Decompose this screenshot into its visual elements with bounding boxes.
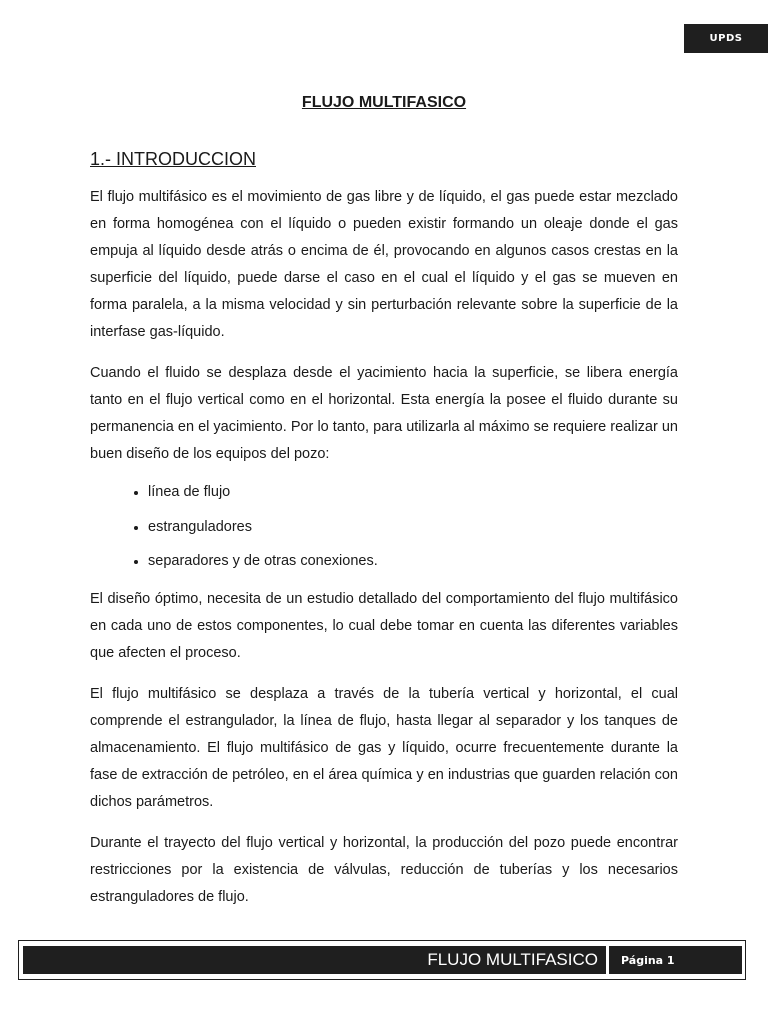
document-title: FLUJO MULTIFASICO — [301, 94, 467, 111]
paragraph: Cuando el fluido se desplaza desde el yacimiento hacia la superficie, se libera energía tanto en el flujo vertical como en el horizontal. Esta energía la posee el fluido durante su permanencia en el yacimiento. Por lo tanto, para utilizarla al máximo se requiere realizar un buen diseño de los equipos del pozo: — [90, 365, 678, 462]
page-number: Página 1 — [609, 946, 742, 974]
bullet-list — [90, 482, 678, 571]
list-item: • separadores y de otras conexiones. — [148, 551, 678, 571]
paragraph: El flujo multifásico es el movimiento de gas libre y de líquido, el gas puede estar mezclado en forma homogénea con el líquido o pueden existir formando un oleaje donde el gas empuja al líquido desde atrás o encima de él, provocando en algunos casos crestas en la superficie del líquido, puede darse el caso en el cual el líquido y el gas se mueven en forma paralela, a la misma velocidad y sin perturbación relevante sobre la superficie de la interfase gas-líquido. — [90, 189, 678, 340]
footer-bar — [23, 946, 742, 974]
paragraph: El diseño óptimo, necesita de un estudio detallado del comportamiento del flujo multifásico en cada uno de estos componentes, lo cual debe tomar en cuenta las diferentes variables que afecten el proceso. — [90, 590, 678, 661]
page-footer — [18, 940, 746, 980]
paragraph: Durante el trayecto del flujo vertical y horizontal, la producción del pozo puede encontrar restricciones por la existencia de válvulas, reducción de tuberías y los necesarios estranguladores de flujo. — [90, 834, 678, 905]
paragraph: El flujo multifásico se desplaza a través de la tubería vertical y horizontal, el cual comprende el estrangulador, la línea de flujo, hasta llegar al separador y los tanques de almacenamiento. El flujo multifásico de gas y líquido, ocurre frecuentemente durante la fase de extracción de petróleo, en el área química y en industrias que guarden relación con dichos parámetros. — [90, 685, 678, 810]
footer-title: FLUJO MULTIFASICO — [23, 946, 606, 974]
section-heading: 1.- INTRODUCCION — [90, 149, 256, 169]
list-item: • estranguladores — [148, 517, 678, 537]
document-body — [90, 184, 678, 925]
header-tag: UPDS — [684, 24, 768, 53]
list-item: • línea de flujo — [148, 482, 678, 502]
